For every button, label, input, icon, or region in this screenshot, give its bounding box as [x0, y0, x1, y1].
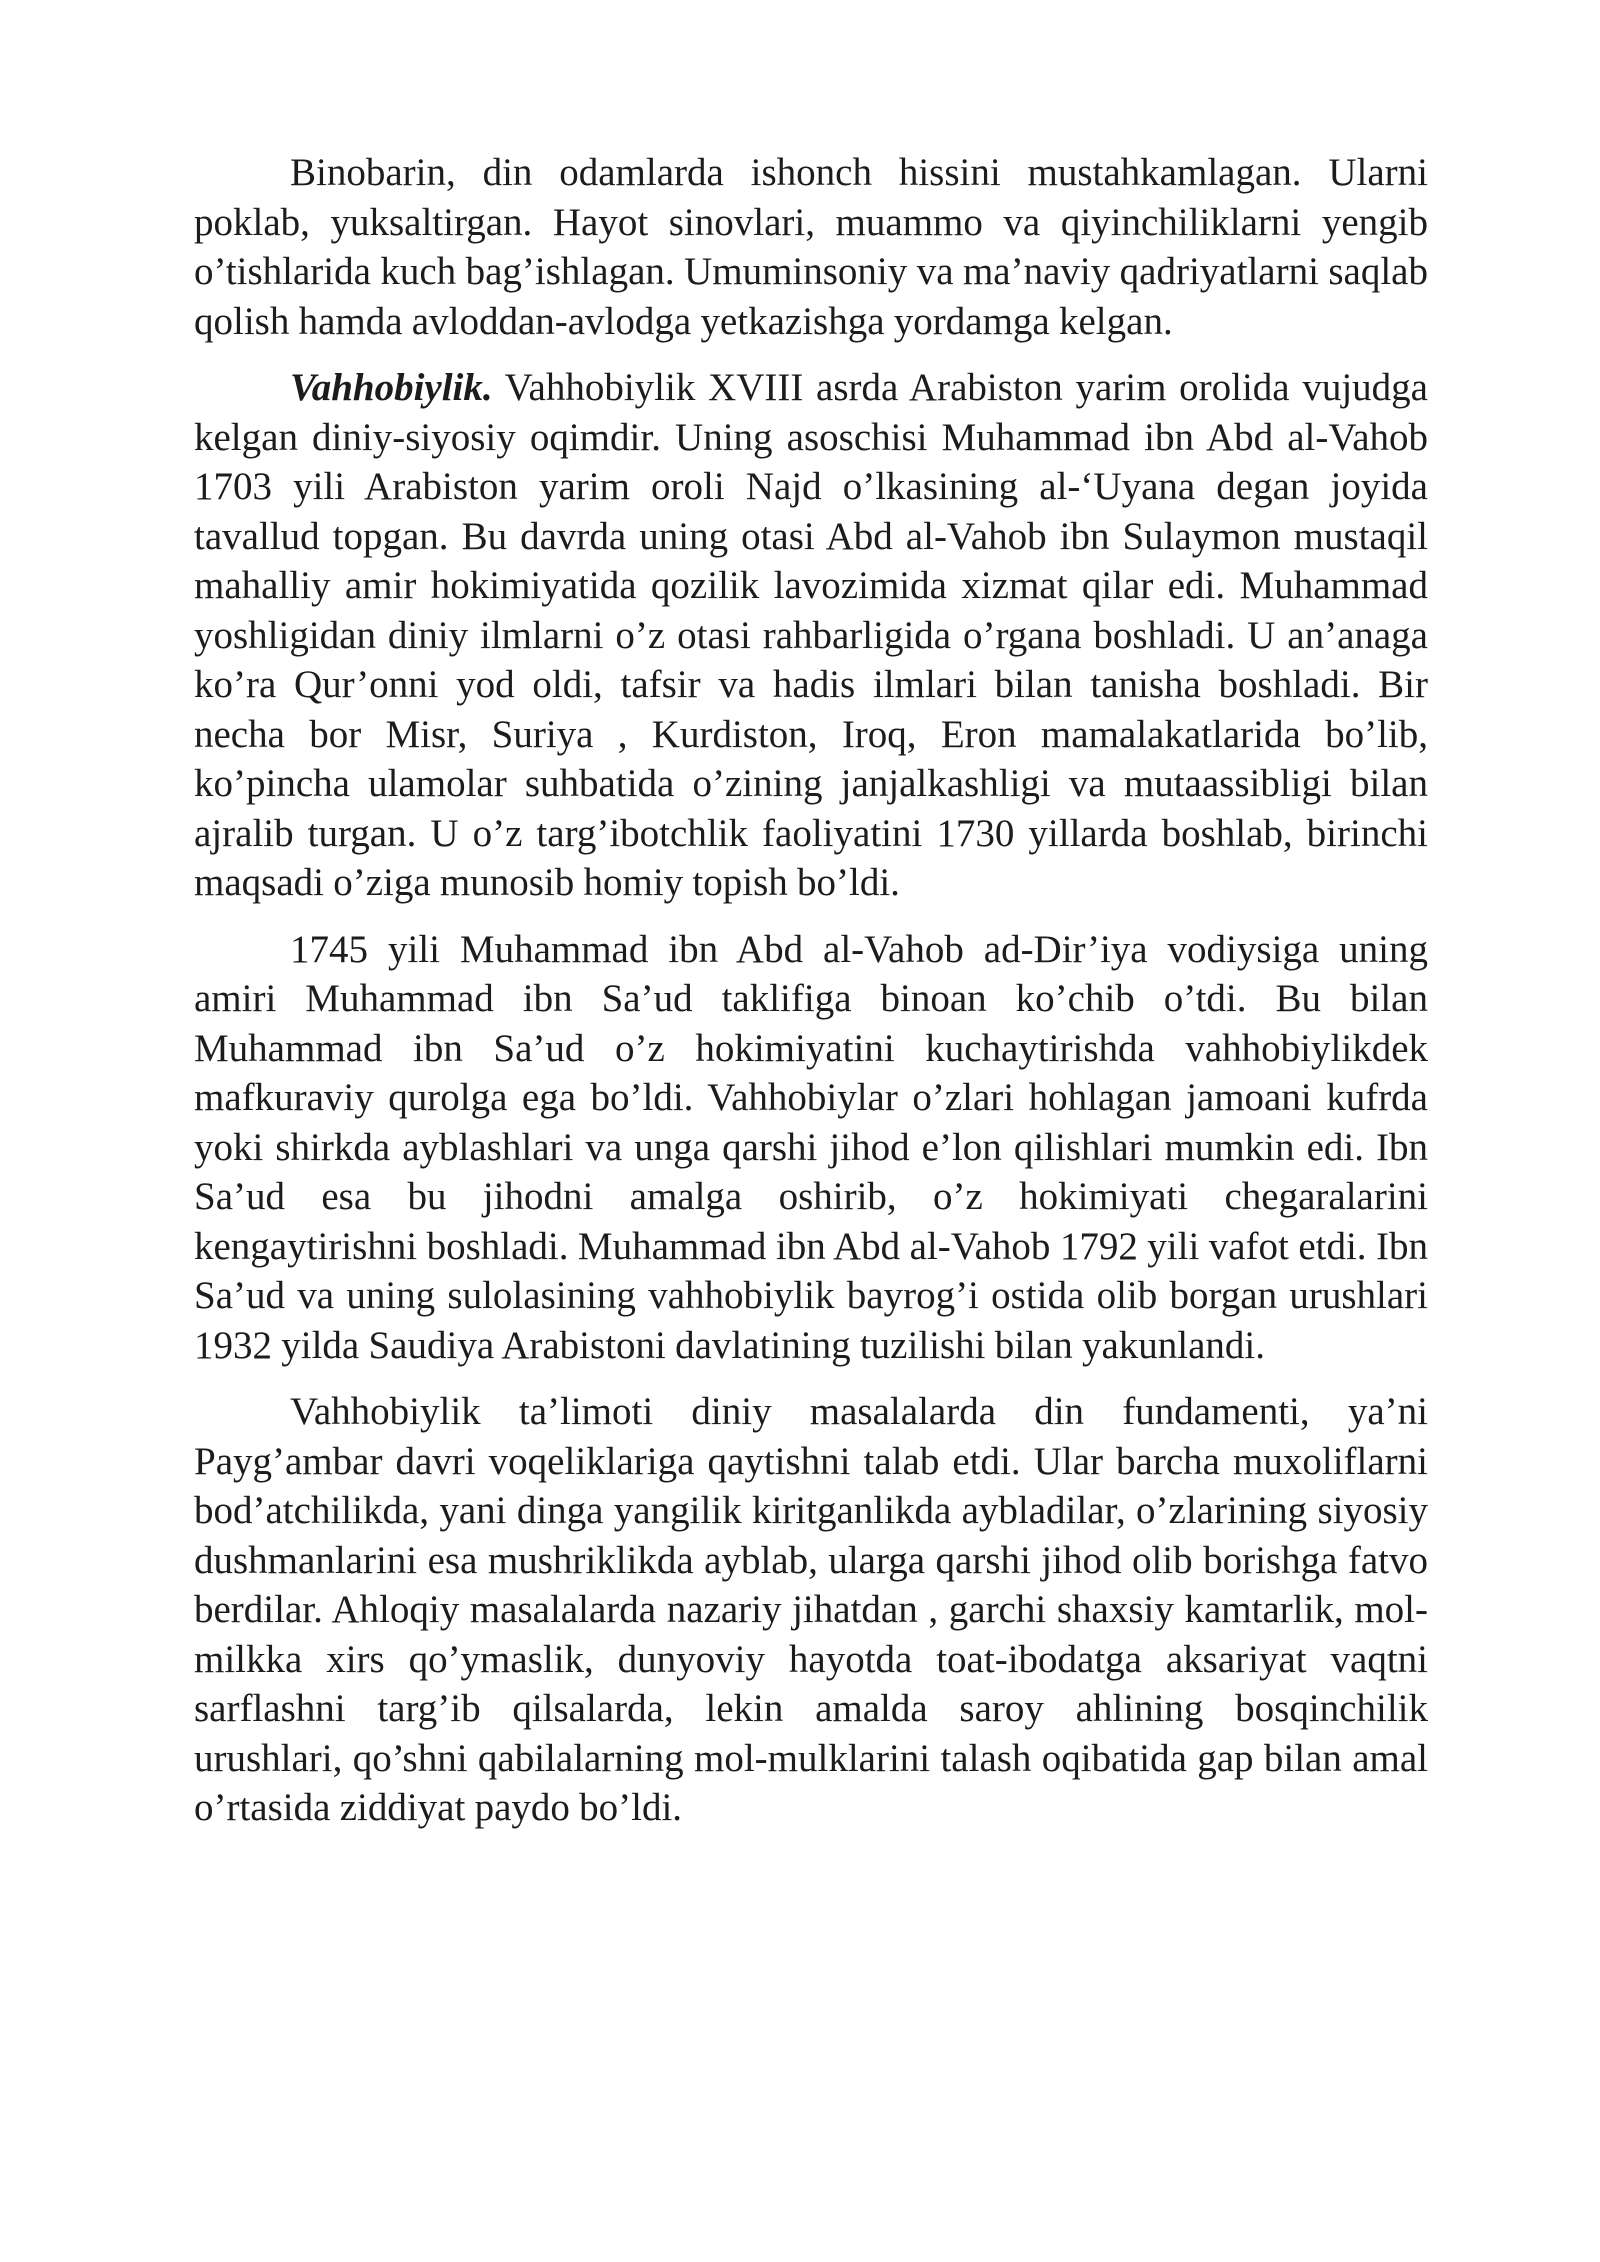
- paragraph-text: Vahhobiylik ta’limoti diniy masalalarda din fundamenti, ya’ni Payg’ambar davri voqeliklariga qaytishni talab etdi. Ular barcha muxoliflarni bod’atchilikda, yani dinga yangilik kiritganlikda aybladilar, o’zlarining siyosiy dushmanlarini esa mushriklikda ayblab, ularga qarshi jihod olib borishga fatvo berdilar. Ahloqiy masalalarda nazariy jihatdan , garchi shaxsiy kamtarlik, mol-milkka xirs qo’ymaslik, dunyoviy hayotda toat-ibodatga aksariyat vaqtni sarflashni targ’ib qilsalarda, lekin amalda saroy ahlining bosqinchilik urushlari, qo’shni qabilalarning mol-mulklarini talash oqibatida gap bilan amal o’rtasida ziddiyat paydo bo’ldi.: [194, 1390, 1428, 1829]
- section-heading: Vahhobiylik.: [290, 366, 493, 409]
- paragraph-intro: [194, 148, 1428, 346]
- paragraph-text: Binobarin, din odamlarda ishonch hissini mustahkamlagan. Ularni poklab, yuksaltirgan. Hayot sinovlari, muammo va qiyinchiliklarni yengib o’tishlarida kuch bag’ishlagan. Umuminsoniy va ma’naviy qadriyatlarni saqlab qolish hamda avloddan-avlodga yetkazishga yordamga kelgan.: [194, 151, 1428, 343]
- paragraph-vahhobiylik: [194, 363, 1428, 908]
- paragraph-text: Vahhobiylik XVIII asrda Arabiston yarim orolida vujudga kelgan diniy-siyosiy oqimdir. Uning asoschisi Muhammad ibn Abd al-Vahob 1703 yili Arabiston yarim oroli Najd o’lkasining al-‘Uyana degan joyida tavallud topgan. Bu davrda uning otasi Abd al-Vahob ibn Sulaymon mustaqil mahalliy amir hokimiyatida qozilik lavozimida xizmat qilar edi. Muhammad yoshligidan diniy ilmlarni o’z otasi rahbarligida o’rgana boshladi. U an’anaga ko’ra Qur’onni yod oldi, tafsir va hadis ilmlari bilan tanisha boshladi. Bir necha bor Misr, Suriya , Kurdiston, Iroq, Eron mamalakatlarida bo’lib, ko’pincha ulamolar suhbatida o’zining janjalkashligi va mutaassibligi bilan ajralib turgan. U o’z targ’ibotchlik faoliyatini 1730 yillarda boshlab, birinchi maqsadi o’ziga munosib homiy topish bo’ldi.: [194, 366, 1428, 904]
- paragraph-text: 1745 yili Muhammad ibn Abd al-Vahob ad-Dir’iya vodiysiga uning amiri Muhammad ibn Sa’ud taklifiga binoan ko’chib o’tdi. Bu bilan Muhammad ibn Sa’ud o’z hokimiyatini kuchaytirishda vahhobiylikdek mafkuraviy qurolga ega bo’ldi. Vahhobiylar o’zlari hohlagan jamoani kufrda yoki shirkda ayblashlari va unga qarshi jihod e’lon qilishlari mumkin edi. Ibn Sa’ud esa bu jihodni amalga oshirib, o’z hokimiyati chegaralarini kengaytirishni boshladi. Muhammad ibn Abd al-Vahob 1792 yili vafot etdi. Ibn Sa’ud va uning sulolasining vahhobiylik bayrog’i ostida olib borgan urushlari 1932 yilda Saudiya Arabistoni davlatining tuzilishi bilan yakunlandi.: [194, 927, 1428, 1367]
- paragraph-doctrine: [194, 1387, 1428, 1833]
- paragraph-history: [194, 925, 1428, 1371]
